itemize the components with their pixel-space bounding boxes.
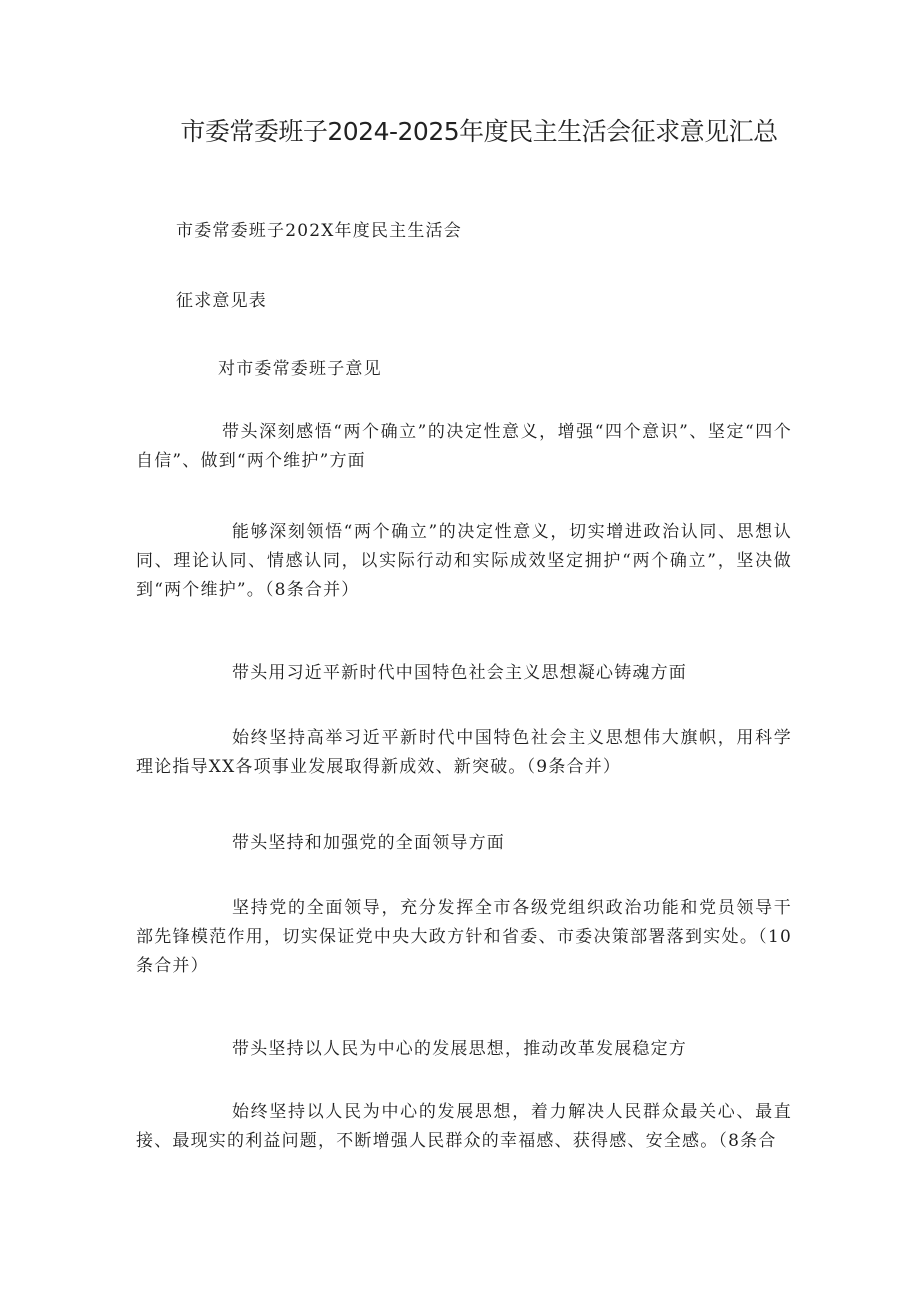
item-3-content: 坚持党的全面领导，充分发挥全市各级党组织政治功能和党员领导干部先锋模范作用，切实保证党中央大政方针和省委、市委决策部署落到实处。（10条合并） xyxy=(136,898,792,976)
item-2-heading: 带头用习近平新时代中国特色社会主义思想凝心铸魂方面 xyxy=(232,663,687,683)
item-1-heading: 带头深刻感悟“两个确立”的决定性意义，增强“四个意识”、坚定“四个自信”、做到“两个维护”方面 xyxy=(136,422,792,471)
item-2-content: 始终坚持高举习近平新时代中国特色社会主义思想伟大旗帜，用科学理论指导XX各项事业发展取得新成效、新突破。（9条合并） xyxy=(136,728,792,777)
item-3-heading: 带头坚持和加强党的全面领导方面 xyxy=(232,833,505,853)
document-title: 市委常委班子2024-2025年度民主生活会征求意见汇总 xyxy=(180,117,778,146)
item-4-heading: 带头坚持以人民为中心的发展思想，推动改革发展稳定方 xyxy=(232,1039,687,1059)
subtitle-line-1: 市委常委班子202X年度民主生活会 xyxy=(176,221,462,241)
item-4-content: 始终坚持以人民为中心的发展思想，着力解决人民群众最关心、最直接、最现实的利益问题，不断增强人民群众的幸福感、获得感、安全感。（8条合 xyxy=(136,1102,792,1151)
subtitle-line-2: 征求意见表 xyxy=(176,291,267,311)
section-heading: 对市委常委班子意见 xyxy=(218,359,382,379)
item-1-content: 能够深刻领悟“两个确立”的决定性意义，切实增进政治认同、思想认同、理论认同、情感认同，以实际行动和实际成效坚定拥护“两个确立”，坚决做到“两个维护”。（8条合并） xyxy=(136,522,792,600)
